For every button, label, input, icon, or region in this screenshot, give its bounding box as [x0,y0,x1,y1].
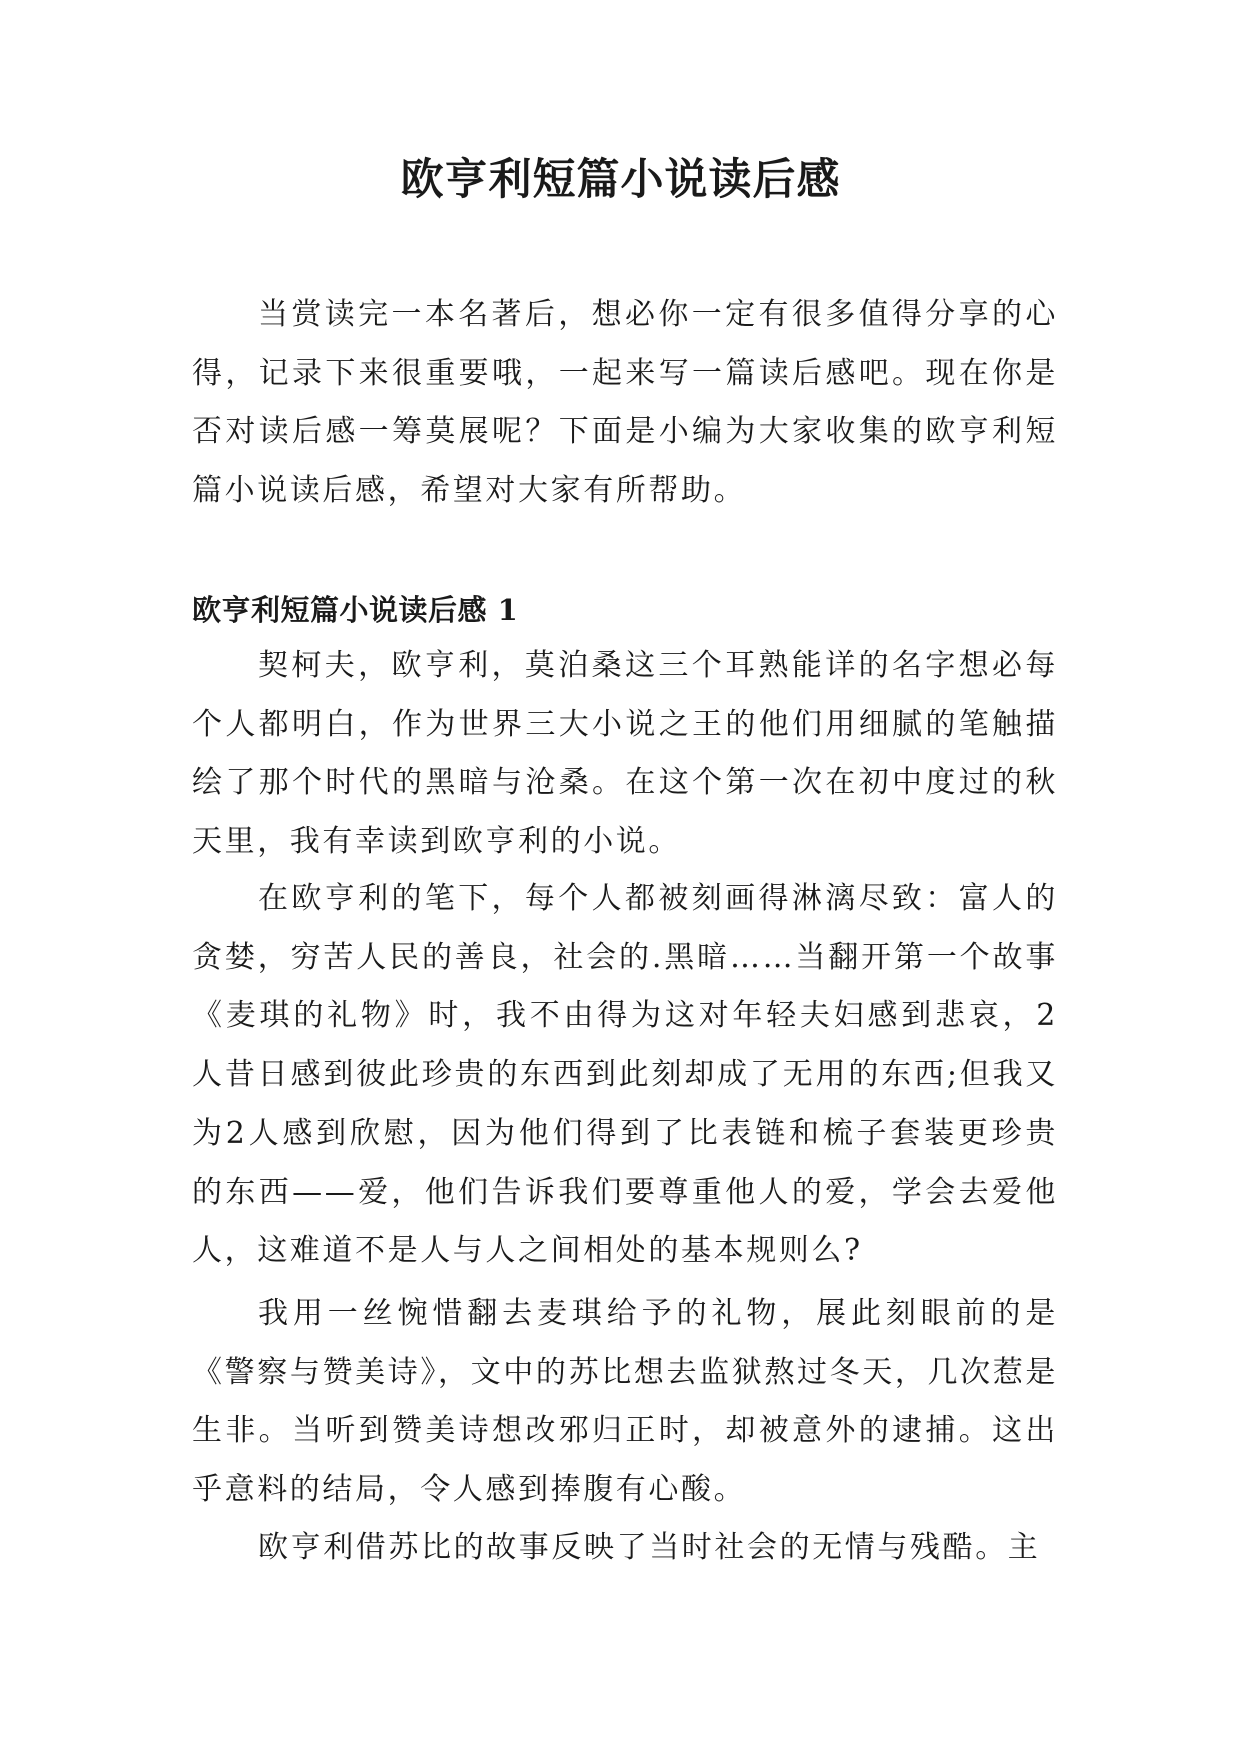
section-heading: 欧亨利短篇小说读后感 1 [192,593,519,627]
body-paragraph-2: 在欧亨利的笔下，每个人都被刻画得淋漓尽致：富人的贪婪，穷苦人民的善良，社会的.黑暗……当翻开第一个故事《麦琪的礼物》时，我不由得为这对年轻夫妇感到悲哀，2人昔日感到彼此珍贵的东西到此刻却成了无用的东西;但我又为2人感到欣慰，因为他们得到了比表链和梳子套装更珍贵的东西——爱，他们告诉我们要尊重他人的爱，学会去爱他人，这难道不是人与人之间相处的基本规则么? [192,881,1058,1269]
body-paragraph-4: 欧亨利借苏比的故事反映了当时社会的无情与残酷。主 [258,1530,1041,1565]
body-paragraph-3: 我用一丝惋惜翻去麦琪给予的礼物，展此刻眼前的是《警察与赞美诗》，文中的苏比想去监狱熬过冬天，几次惹是生非。当听到赞美诗想改邪归正时，却被意外的逮捕。这出乎意料的结局，令人感到捧腹有心酸。 [192,1296,1058,1508]
document-title: 欧亨利短篇小说读后感 [400,155,841,205]
intro-paragraph: 当赏读完一本名著后，想必你一定有很多值得分享的心得，记录下来很重要哦，一起来写一篇读后感吧。现在你是否对读后感一筹莫展呢？下面是小编为大家收集的欧亨利短篇小说读后感，希望对大家有所帮助。 [192,297,1058,509]
body-paragraph-1: 契柯夫，欧亨利，莫泊桑这三个耳熟能详的名字想必每个人都明白，作为世界三大小说之王的他们用细腻的笔触描绘了那个时代的黑暗与沧桑。在这个第一次在初中度过的秋天里，我有幸读到欧亨利的小说。 [192,648,1058,860]
